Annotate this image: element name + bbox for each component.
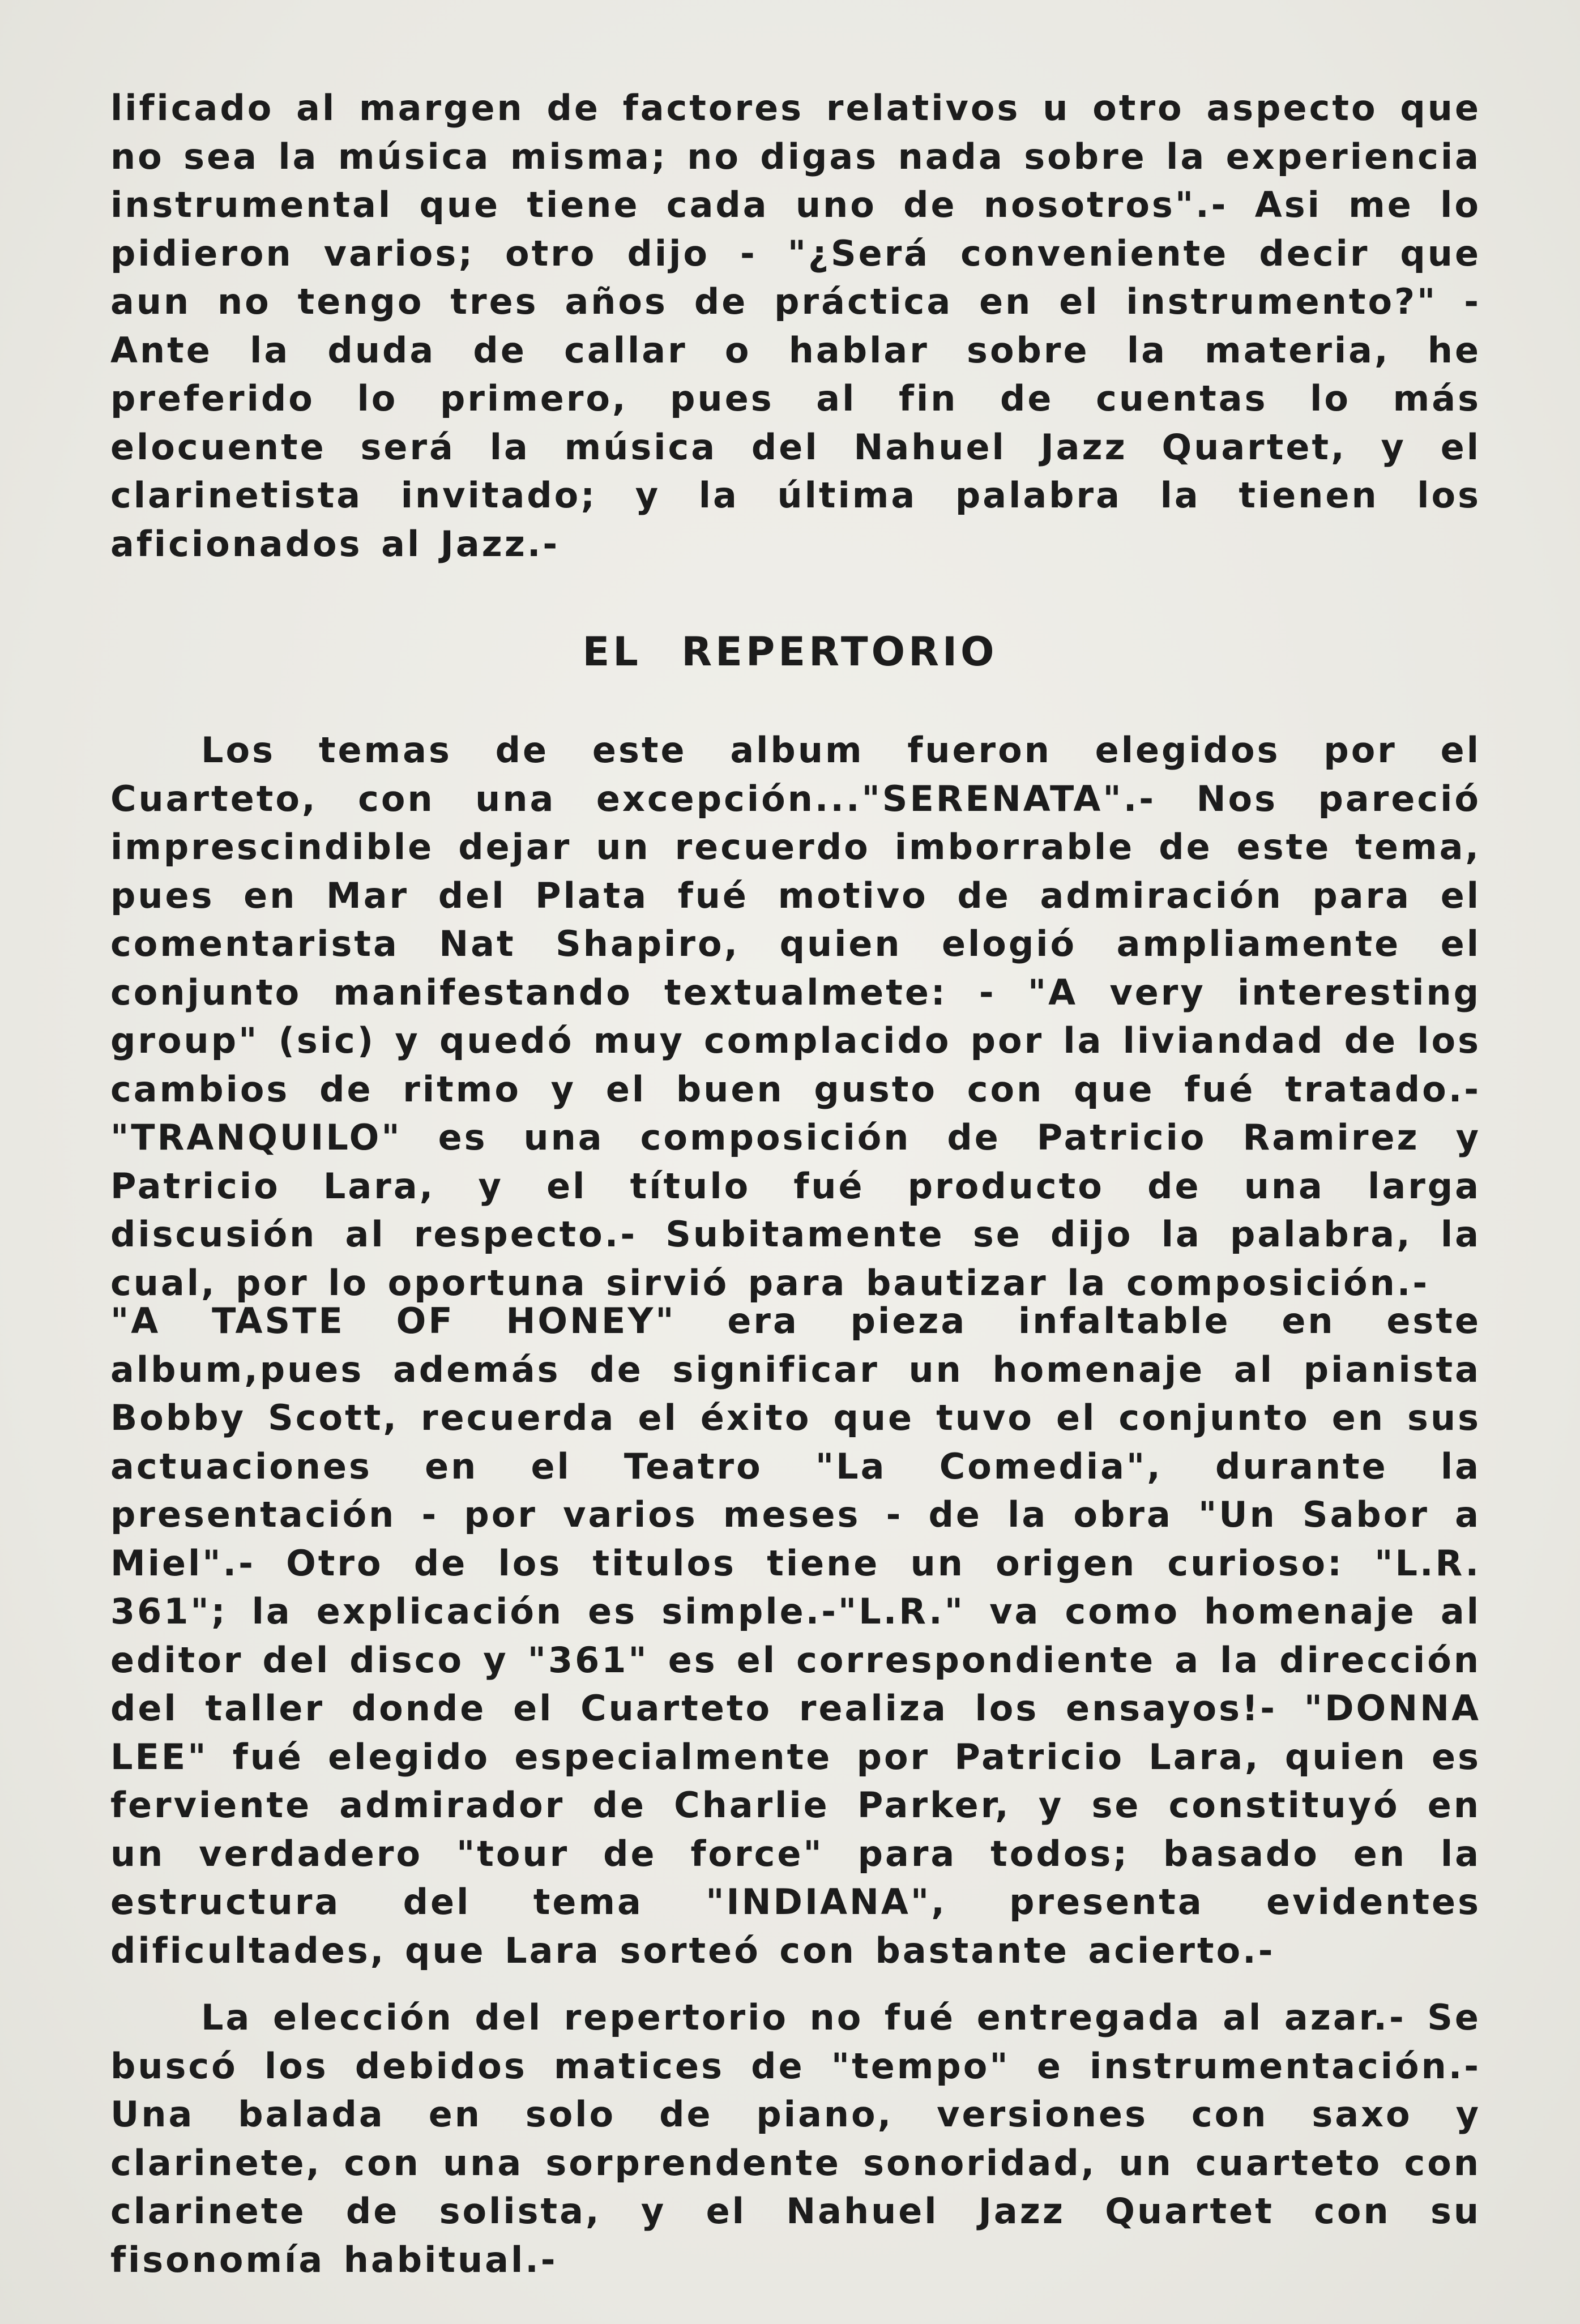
intro-paragraph: lificado al margen de factores relativos u otro aspecto que no sea la música misma; no digas nada sobre la experiencia instrumental que tiene cada uno de nosotros".- Asi me lo pidieron varios; otro dijo - "¿Será conveniente decir que aun no tengo tres años de práctica en el instrumento?" - Ante la duda de callar o hablar sobre la materia, he preferido lo primero, pues al fin de cuentas lo más elocuente será la música del Nahuel Jazz Quartet, y el clarinetista invitado; y la última palabra la tienen los aficionados al Jazz.- bbox=[110, 87, 1481, 565]
section-heading: EL REPERTORIO bbox=[582, 629, 998, 675]
repertoire-paragraph-3: La elección del repertorio no fué entregada al azar.- Se buscó los debidos matices de "tempo" e instrumentación.- Una balada en solo de piano, versiones con saxo y clarinete, con una sorprendente sonoridad, un cuarteto con clarinete de solista, y el Nahuel Jazz Quartet con su fisonomía habitual.- bbox=[110, 1997, 1481, 2280]
repertoire-paragraph-1: Los temas de este album fueron elegidos por el Cuarteto, con una excepción..."SERENATA".- Nos pareció imprescindible dejar un recuerdo imborrable de este tema, pues en Mar del Plata fué motivo de admiración para el comentarista Nat Shapiro, quien elogió ampliamente el conjunto manifestando textualmete: - "A very interesting group" (sic) y quedó muy complacido por la liviandad de los cambios de ritmo y el buen gusto con que fué tratado.- "TRANQUILO" es una composición de Patricio Ramirez y Patricio Lara, y el título fué producto de una larga discusión al respecto.- Subitamente se dijo la palabra, la cual, por lo oportuna sirvió para bautizar la composición.- bbox=[110, 729, 1481, 1304]
repertoire-paragraph-2: "A TASTE OF HONEY" era pieza infaltable en este album,pues además de significar un homenaje al pianista Bobby Scott, recuerda el éxito que tuvo el conjunto en sus actuaciones en el Teatro "La Comedia", durante la presentación - por varios meses - de la obra "Un Sabor a Miel".- Otro de los titulos tiene un origen curioso: "L.R. 361"; la explicación es simple.-"L.R." va como homenaje al editor del disco y "361" es el correspondiente a la dirección del taller donde el Cuarteto realiza los ensayos!- "DONNA LEE" fué elegido especialmente por Patricio Lara, quien es ferviente admirador de Charlie Parker, y se constituyó en un verdadero "tour de force" para todos; basado en la estructura del tema "INDIANA", presenta evidentes dificultades, que Lara sorteó con bastante acierto.- bbox=[110, 1300, 1481, 1971]
